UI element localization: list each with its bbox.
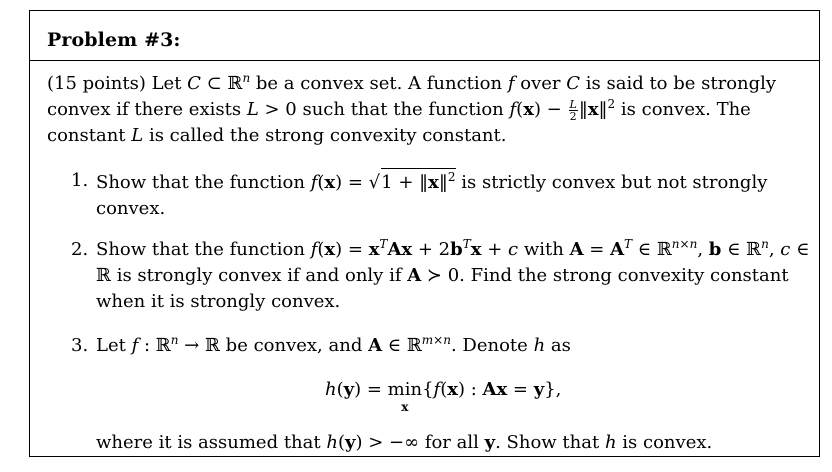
item-number: 2.: [71, 239, 89, 260]
item-number: 3.: [71, 335, 89, 356]
header-divider: [30, 60, 819, 61]
sqrt-expression: 1 + ‖x‖$^2$: [381, 168, 455, 196]
list-item-2: 2. Show that the function $f(x) = x^TAx + 2b^Tx + c$ with $A = A^T$ ∈ ℝ$^{n\times n}$, b ∈ ℝ$^n$, c ∈ ℝ is strongly convex if and only if A ≻ 0. Find the strong convexity constant when it is strongly convex.: [71, 237, 810, 312]
display-equation: h(y) = min x {f(x) : Ax = y},: [325, 379, 562, 414]
fraction-L-over-2: $\frac{L}{2}$: [569, 97, 577, 123]
problem-header: Problem #3:: [47, 29, 181, 51]
problem-box: [29, 10, 820, 457]
list-item-3: 3. Let f : ℝ$^n$ → ℝ be convex, and A ∈ ℝ$^{m\times n}$. Denote h as: [71, 333, 811, 359]
closing-sentence: where it is assumed that h(y) > −∞ for all y. Show that h is convex.: [96, 432, 713, 453]
list-item-1: 1. Show that the function f(x) = √1 + ‖x‖$^2$ is strictly convex but not strongly convex.: [71, 170, 768, 219]
item-number: 1.: [71, 170, 89, 191]
problem-intro: (15 points) Let C ⊂ ℝ$^n$ be a convex set. A function f over C is said to be strongly convex if there exists L > 0 such that the function f(x) − $\frac{L}{2}$ ‖x‖$^2$ is convex. The constant L is called the strong convexity constant.: [47, 71, 777, 146]
points-label: (15 points): [47, 73, 146, 94]
min-subscript: x: [401, 400, 409, 414]
